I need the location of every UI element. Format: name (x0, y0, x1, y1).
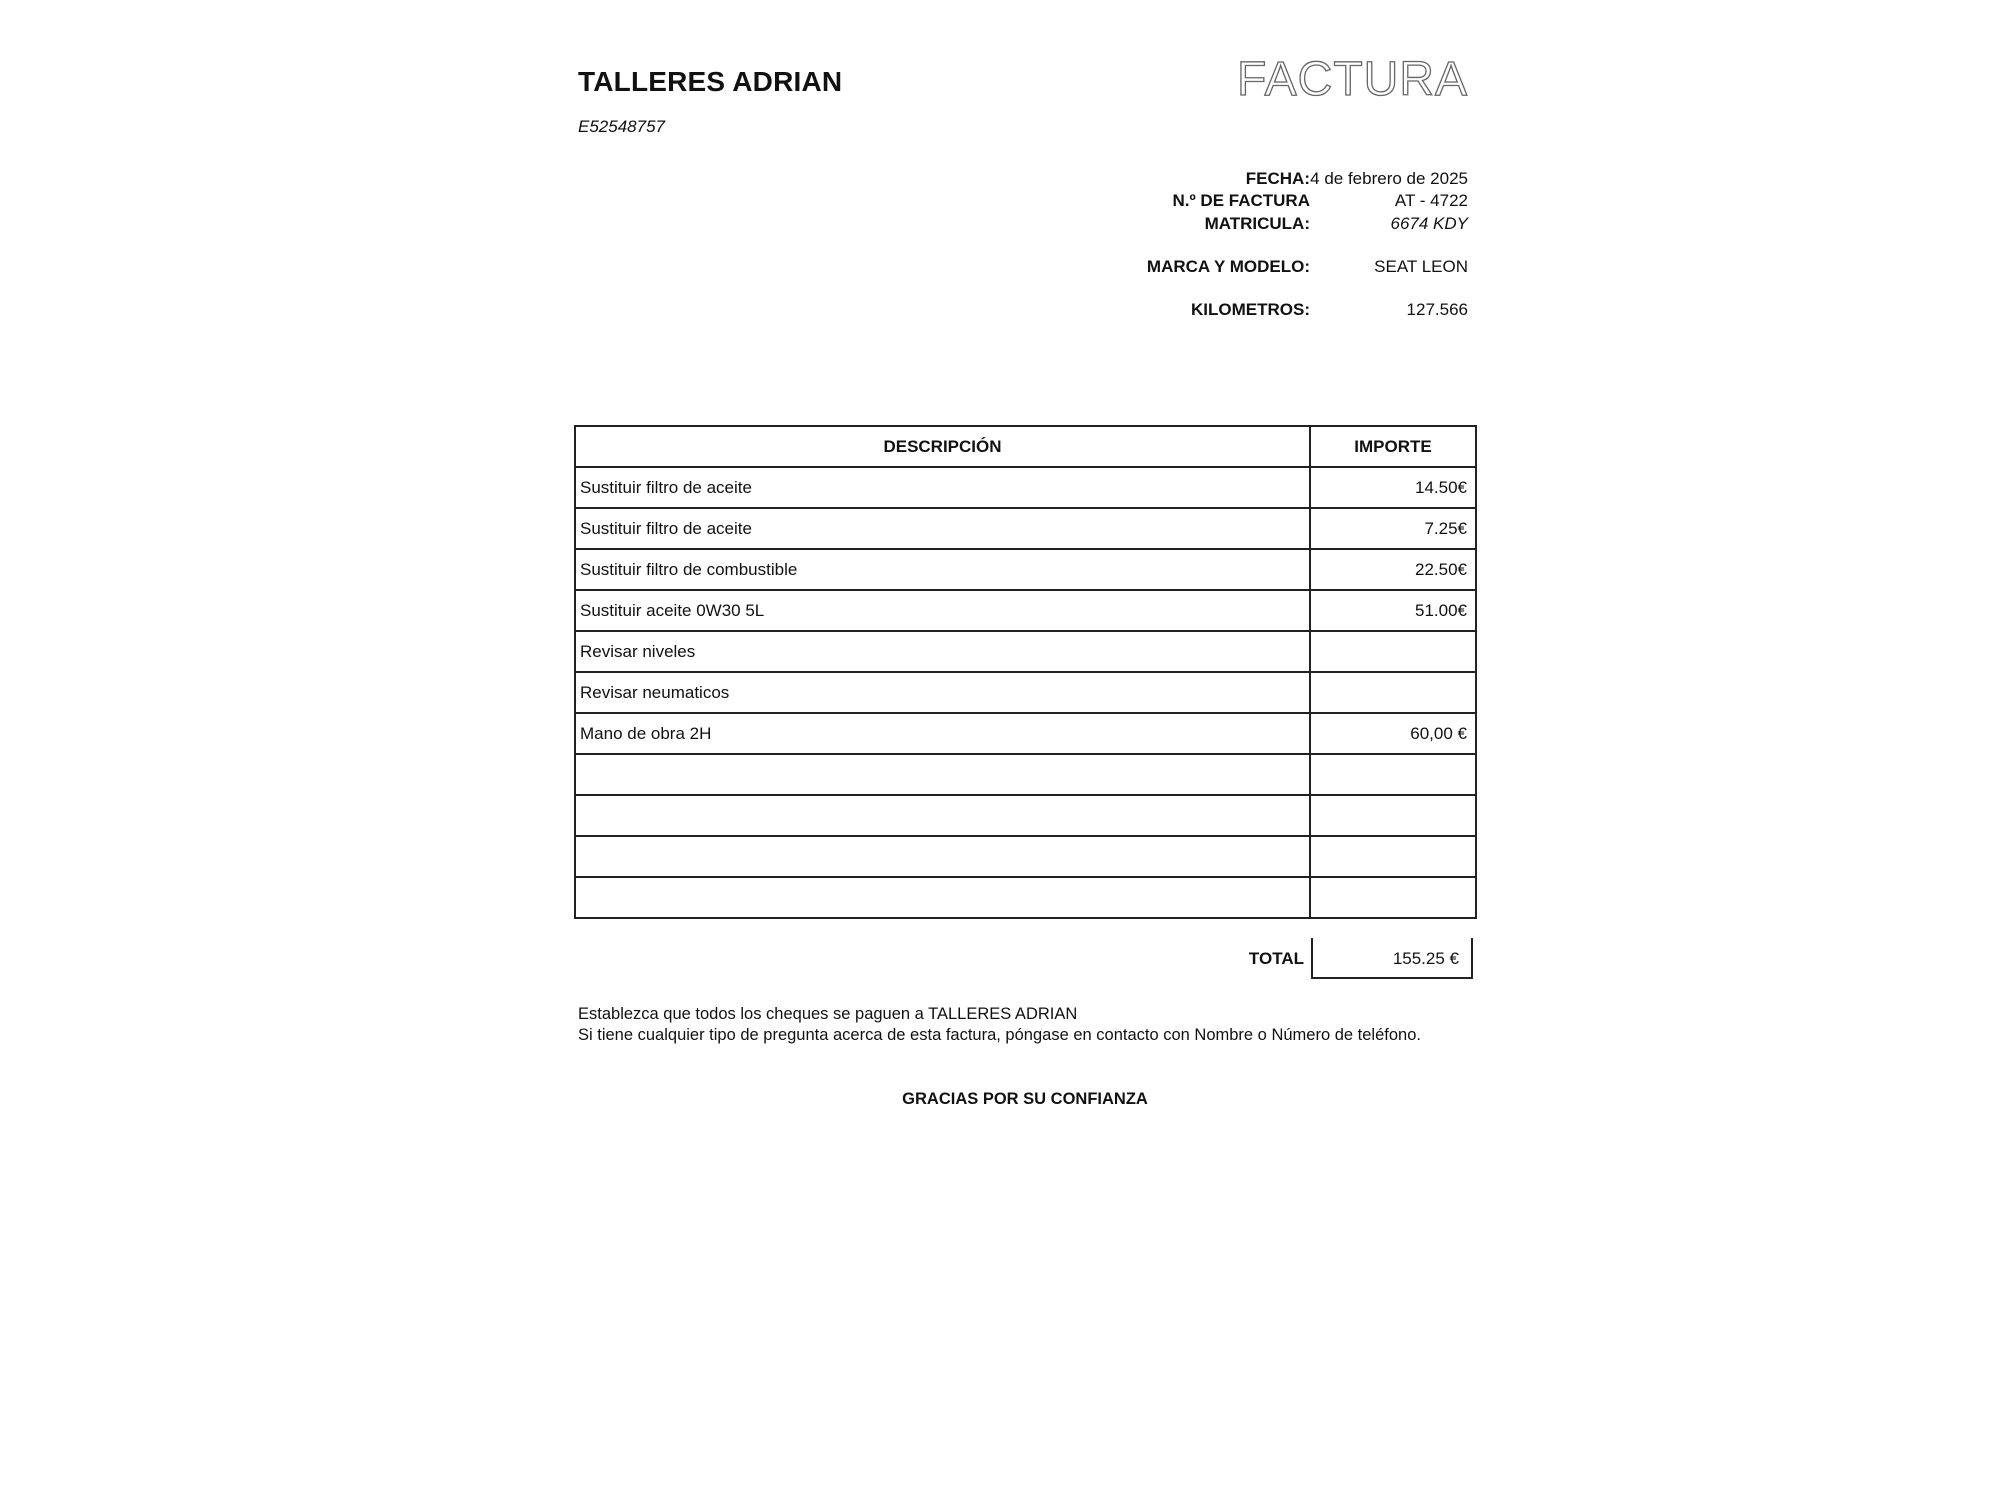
total-value: 155.25 € (1311, 938, 1473, 979)
total-label: TOTAL (1248, 949, 1304, 968)
contact-note: Si tiene cualquier tipo de pregunta acerca de esta factura, póngase en contacto con Nombre o Número de teléfono. (578, 1026, 1421, 1044)
row-description: Revisar neumaticos (575, 672, 1310, 713)
meta-row-invoice-number (1000, 191, 1475, 215)
thanks-message: GRACIAS POR SU CONFIANZA (902, 1090, 1148, 1108)
table-row (575, 877, 1476, 918)
meta-row-kilometers (1000, 300, 1475, 324)
items-table (574, 425, 1477, 919)
row-amount: 60,00 € (1310, 713, 1476, 754)
meta-value: AT - 4722 (1394, 191, 1468, 210)
row-description (575, 754, 1310, 795)
payment-note: Establezca que todos los cheques se paguen a TALLERES ADRIAN (578, 1005, 1078, 1023)
row-amount: 7.25€ (1310, 508, 1476, 549)
company-name: TALLERES ADRIAN (578, 66, 843, 97)
row-description: Revisar niveles (575, 631, 1310, 672)
meta-value: 127.566 (1406, 300, 1468, 319)
table-row (575, 754, 1476, 795)
row-amount: 14.50€ (1310, 467, 1476, 508)
document-title: FACTURA (1236, 53, 1468, 106)
column-header-amount: IMPORTE (1310, 426, 1476, 467)
row-amount (1310, 836, 1476, 877)
row-amount (1310, 754, 1476, 795)
table-row (575, 508, 1476, 549)
row-amount (1310, 631, 1476, 672)
row-amount (1310, 877, 1476, 918)
row-description (575, 836, 1310, 877)
row-amount: 51.00€ (1310, 590, 1476, 631)
meta-value: 6674 KDY (1390, 214, 1468, 233)
row-description: Sustituir filtro de aceite (575, 467, 1310, 508)
table-row (575, 795, 1476, 836)
meta-row-plate (1000, 214, 1475, 238)
table-row (575, 672, 1476, 713)
meta-value: SEAT LEON (1374, 257, 1468, 276)
row-description: Sustituir filtro de combustible (575, 549, 1310, 590)
table-row (575, 713, 1476, 754)
tax-id: E52548757 (578, 117, 665, 136)
meta-label: KILOMETROS: (1191, 300, 1310, 319)
table-row (575, 467, 1476, 508)
table-row (575, 549, 1476, 590)
row-description (575, 877, 1310, 918)
meta-value: 4 de febrero de 2025 (1310, 169, 1468, 188)
meta-label: MARCA Y MODELO: (1146, 257, 1310, 276)
row-amount: 22.50€ (1310, 549, 1476, 590)
meta-label: MATRICULA: (1204, 214, 1310, 233)
meta-row-date (1000, 169, 1475, 193)
row-description (575, 795, 1310, 836)
table-header-row (575, 426, 1476, 467)
row-description: Sustituir aceite 0W30 5L (575, 590, 1310, 631)
row-amount (1310, 795, 1476, 836)
meta-label: FECHA: (1245, 169, 1310, 188)
meta-row-make-model (1000, 257, 1475, 281)
row-amount (1310, 672, 1476, 713)
row-description: Mano de obra 2H (575, 713, 1310, 754)
column-header-description: DESCRIPCIÓN (575, 426, 1310, 467)
table-row (575, 631, 1476, 672)
table-row (575, 590, 1476, 631)
table-row (575, 836, 1476, 877)
row-description: Sustituir filtro de aceite (575, 508, 1310, 549)
meta-label: N.º DE FACTURA (1172, 191, 1310, 210)
